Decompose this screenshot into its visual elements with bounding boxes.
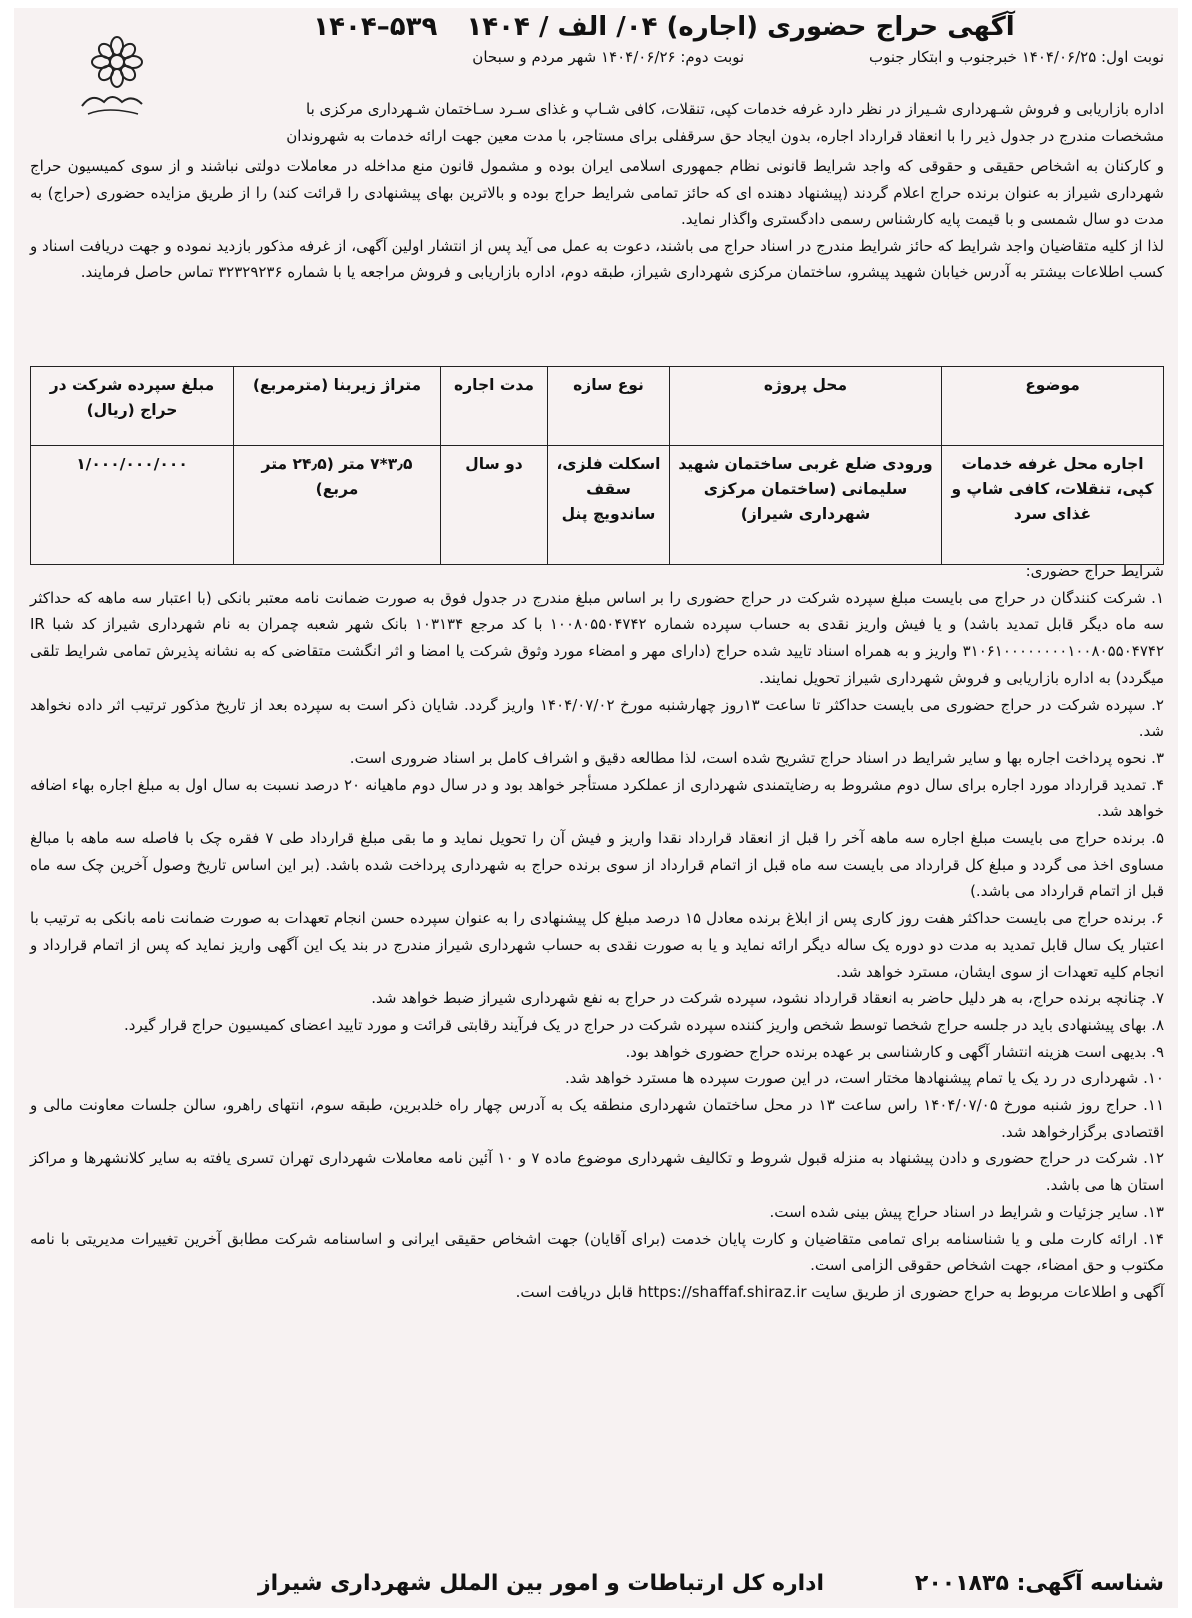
intro-line-1: اداره بازاریابی و فروش شـهرداری شـیراز در نظر دارد غرفه خدمات کپی، تنقلات، کافی شـاپ و غذای سـرد سـاختمان شـهرداری مرکزی با xyxy=(306,100,1164,118)
cell-area: ۳٫۵*۷ متر (۲۴٫۵ متر مربع) xyxy=(234,446,441,565)
header-deposit: مبلغ سپرده شرکت در حراج (ریال) xyxy=(31,367,234,446)
footer xyxy=(30,1566,1164,1602)
intro-paragraph-4: لذا از کلیه متقاضیان واجد شرایط که حائز شرایط مندرج در اسناد حراج می باشند، دعوت به عمل می آید پس از انتشار اولین آگهی، از غرفه مذکور بازدید نموده و جهت دریافت اسناد و کسب اطلاعات بیشتر به آدرس خیابان شهید پیشرو، ساختمان مرکزی شهرداری شیراز، طبقه دوم، اداره بازاریابی و فروش مراجعه یا با شماره ۳۲۳۲۹۲۳۶ تماس حاصل فرمایند. xyxy=(30,236,1164,281)
condition-item-3: ۳. نحوه پرداخت اجاره بها و سایر شرایط در اسناد حراج تشریح شده است، لذا مطالعه دقیق و اشراف کامل بر اسناد ضروری است. xyxy=(349,748,1164,767)
advertisement-page xyxy=(14,8,1178,1608)
condition-item-9: ۹. بدیهی است هزینه انتشار آگهی و کارشناسی بر عهده برنده حراج حضوری خواهد بود. xyxy=(625,1042,1164,1061)
intro-body xyxy=(30,153,1164,286)
table-row xyxy=(31,446,1164,565)
ad-number: ۵۳۹–۱۴۰۴ xyxy=(313,12,438,42)
condition-item-8: ۸. بهای پیشنهادی باید در جلسه حراج شخصا توسط شخص واریز کننده سپرده شرکت در حراج در یک فرآیند رقابتی قرائت و مورد تایید اعضای کمیسیون حراج قرار گیرد. xyxy=(124,1015,1164,1034)
condition-item-5: ۵. برنده حراج می بایست مبلغ اجاره سه ماهه آخر را قبل از انعقاد قرارداد نقدا واریز و فیش آن را تحویل نماید و ما بقی مبلغ قرارداد طی ۷ فقره چک با فاصله سه ماهه با مبالغ مساوی اخذ می گردد و مبلغ کل قرارداد می بایست سه ماه قبل از اتمام قرارداد از سوی برنده حراج به شهرداری پرداخت شده باشد. (بر این اساس تاریخ وصول آخرین چک سه ماه قبل از اتمام قرارداد می باشد.) xyxy=(30,829,1164,901)
condition-item-2: ۲. سپرده شرکت در حراج حضوری می بایست حداکثر تا ساعت ۱۳روز چهارشنبه مورخ ۱۴۰۴/۰۷/۰۲ واریز گردد. شایان ذکر است به سپرده بعد از تاریخ مذکور ترتیب اثر داده نخواهد شد. xyxy=(30,695,1164,741)
condition-item-12: ۱۲. شرکت در حراج حضوری و دادن پیشنهاد به منزله قبول شروط و تکالیف شهرداری موضوع ماده ۷ و ۱۰ آئین نامه معاملات شهرداری تهران تسری یافته به سایر کلانشهرها و مراکز استان ها می باشد. xyxy=(30,1149,1165,1195)
condition-item-10: ۱۰. شهرداری در رد یک یا تمام پیشنهادها مختار است، در این صورت سپرده ها مسترد خواهد شد. xyxy=(564,1069,1164,1088)
condition-item-1: ۱. شرکت کنندگان در حراج می بایست مبلغ سپرده شرکت در حراج حضوری را بر اساس مبلغ مندرج در جدول فوق به صورت ضمانت نامه معتبر بانکی (با اعتبار سه ماهه که حداکثر سه ماه دیگر قابل تمدید باشد) و یا فیش واریز نقدی به حساب سپرده شماره ۱۰۰۸۰۵۵۰۴۷۴۲ با کد مرجع ۱۰۳۱۳۴ بانک شهر شعبه چمران به نام شهرداری شیراز کد شبا IR ۳۱۰۶۱۰۰۰۰۰۰۰۰۱۰۰۸۰۵۵۰۴۷۴۲ واریز و به همراه اسناد تایید شده حراج (دارای مهر و امضاء مورد وثوق شرکت یا امضا و اثر انگشت متقاضی که به نشانه پذیرش تمامی شرایط تلقی میگردد) به اداره بازاریابی و فروش شهرداری شیراز تحویل نمایند. xyxy=(30,588,1164,687)
shiraz-municipality-logo-icon xyxy=(22,34,162,124)
condition-item-11: ۱۱. حراج روز شنبه مورخ ۱۴۰۴/۰۷/۰۵ راس ساعت ۱۳ در محل ساختمان شهرداری منطقه یک به آدرس چهار راه خلدبرین، طبقه سوم، انتهای راهرو، سالن جلسات معاونت مالی و اقتصادی برگزارخواهد شد. xyxy=(30,1096,1165,1141)
header-subject: موضوع xyxy=(942,367,1164,446)
condition-item-13: ۱۳. سایر جزئیات و شرایط در اسناد حراج پیش بینی شده است. xyxy=(769,1202,1164,1221)
cell-location: ورودی ضلع غربی ساختمان شهید سلیمانی (ساختمان مرکزی شهرداری شیراز) xyxy=(670,446,942,565)
ad-title: آگهی حراج حضوری (اجاره) ۰۴/ الف / ۱۴۰۴ xyxy=(466,12,1015,42)
header-area: متراژ زیربنا (مترمربع) xyxy=(234,367,441,446)
condition-item-4: ۴. تمدید قرارداد مورد اجاره برای سال دوم مشروط به رضایتمندی شهرداری از عملکرد مستأجر خواهد بود و در سال دوم ماهیانه ۲۰ درصد نسبت به سال اول به مبلغ اجاره بهاء اضافه خواهد شد. xyxy=(30,775,1164,821)
cell-lease-duration: دو سال xyxy=(441,446,548,565)
intro-paragraph-3: و کارکنان به اشخاص حقیقی و حقوقی که واجد شرایط قانونی نظام جمهوری اسلامی ایران بوده و مشمول قانون منع مداخله در معاملات دولتی نباشند و از سوی کمیسیون حراج شهرداری شیراز به عنوان برنده حراج اعلام گردند (پیشنهاد دهنده ای که حائز تمامی شرایط حراج بوده و بالاترین بهای پیشنهادی را قرائت کند) را از طریق مزایده حضوری (حراج) به مدت دو سال شمسی و با قیمت پایه کارشناس رسمی دادگستری واگذار نماید. xyxy=(30,157,1164,228)
condition-item-6: ۶. برنده حراج می بایست حداکثر هفت روز کاری پس از ابلاغ برنده معادل ۱۵ درصد مبلغ کل پیشنهادی را به عنوان سپرده حسن انجام تعهدات به صورت ضمانت نامه بانکی به ترتیب با اعتبار یک سال قابل تمدید به مدت دو دوره یک ساله دیگر ارائه نماید و یا به صورت نقدی به حساب شهرداری شیراز مندرج در بند یک این آگهی واریز نماید که پس از اتمام قرارداد و انجام کلیه تعهدات از سوی ایشان، مسترد خواهد شد. xyxy=(30,909,1164,981)
condition-item-7: ۷. چنانچه برنده حراج، به هر دلیل حاضر به انعقاد قرارداد نشود، سپرده شرکت در حراج به نفع شهرداری شیراز ضبط خواهد شد. xyxy=(371,989,1164,1008)
first-round: نوبت اول: ۱۴۰۴/۰۶/۲۵ خبرجنوب و ابتکار جنوب xyxy=(869,48,1164,66)
cell-subject: اجاره محل غرفه خدمات کپی، تنقلات، کافی شاپ و غذای سرد xyxy=(942,446,1164,565)
second-round: نوبت دوم: ۱۴۰۴/۰۶/۲۶ شهر مردم و سبحان xyxy=(472,48,745,66)
header-lease-duration: مدت اجاره xyxy=(441,367,548,446)
intro-line-2: مشخصات مندرج در جدول ذیر را با انعقاد قرارداد اجاره، بدون ایجاد حق سرقفلی برای مستاجر، با مدت معین جهت ارائه خدمات به شهروندان xyxy=(286,126,1164,145)
website-note: آگهی و اطلاعات مربوط به حراج حضوری از طریق سایت https://shaffaf.shiraz.ir قابل دریافت است. xyxy=(515,1282,1164,1301)
ad-title-line xyxy=(164,10,1164,44)
ad-id: شناسه آگهی: ۲۰۰۱۸۳۵ xyxy=(914,1571,1164,1596)
publication-rounds xyxy=(164,44,1164,70)
cell-deposit: ۱/۰۰۰/۰۰۰/۰۰۰ xyxy=(31,446,234,565)
condition-item-14: ۱۴. ارائه کارت ملی و یا شناسنامه برای تمامی متقاضیان و کارت پایان خدمت (برای آقایان) جهت اشخاص حقیقی ایرانی و اساسنامه شرکت مطابق آخرین تغییرات مدیریتی با نامه مکتوب و حق امضاء، جهت اشخاص حقوقی الزامی است. xyxy=(30,1229,1164,1275)
conditions-title: شرایط حراج حضوری: xyxy=(1025,562,1164,580)
intro-top xyxy=(164,96,1164,149)
lease-table xyxy=(30,366,1164,565)
issuing-office: اداره کل ارتباطات و امور بین الملل شهرداری شیراز xyxy=(257,1571,824,1596)
header-structure-type: نوع سازه xyxy=(548,367,670,446)
header-location: محل پروژه xyxy=(670,367,942,446)
conditions-section xyxy=(30,558,1164,1306)
cell-structure-type: اسکلت فلزی، سقف ساندویچ پنل xyxy=(548,446,670,565)
table-header-row xyxy=(31,367,1164,446)
